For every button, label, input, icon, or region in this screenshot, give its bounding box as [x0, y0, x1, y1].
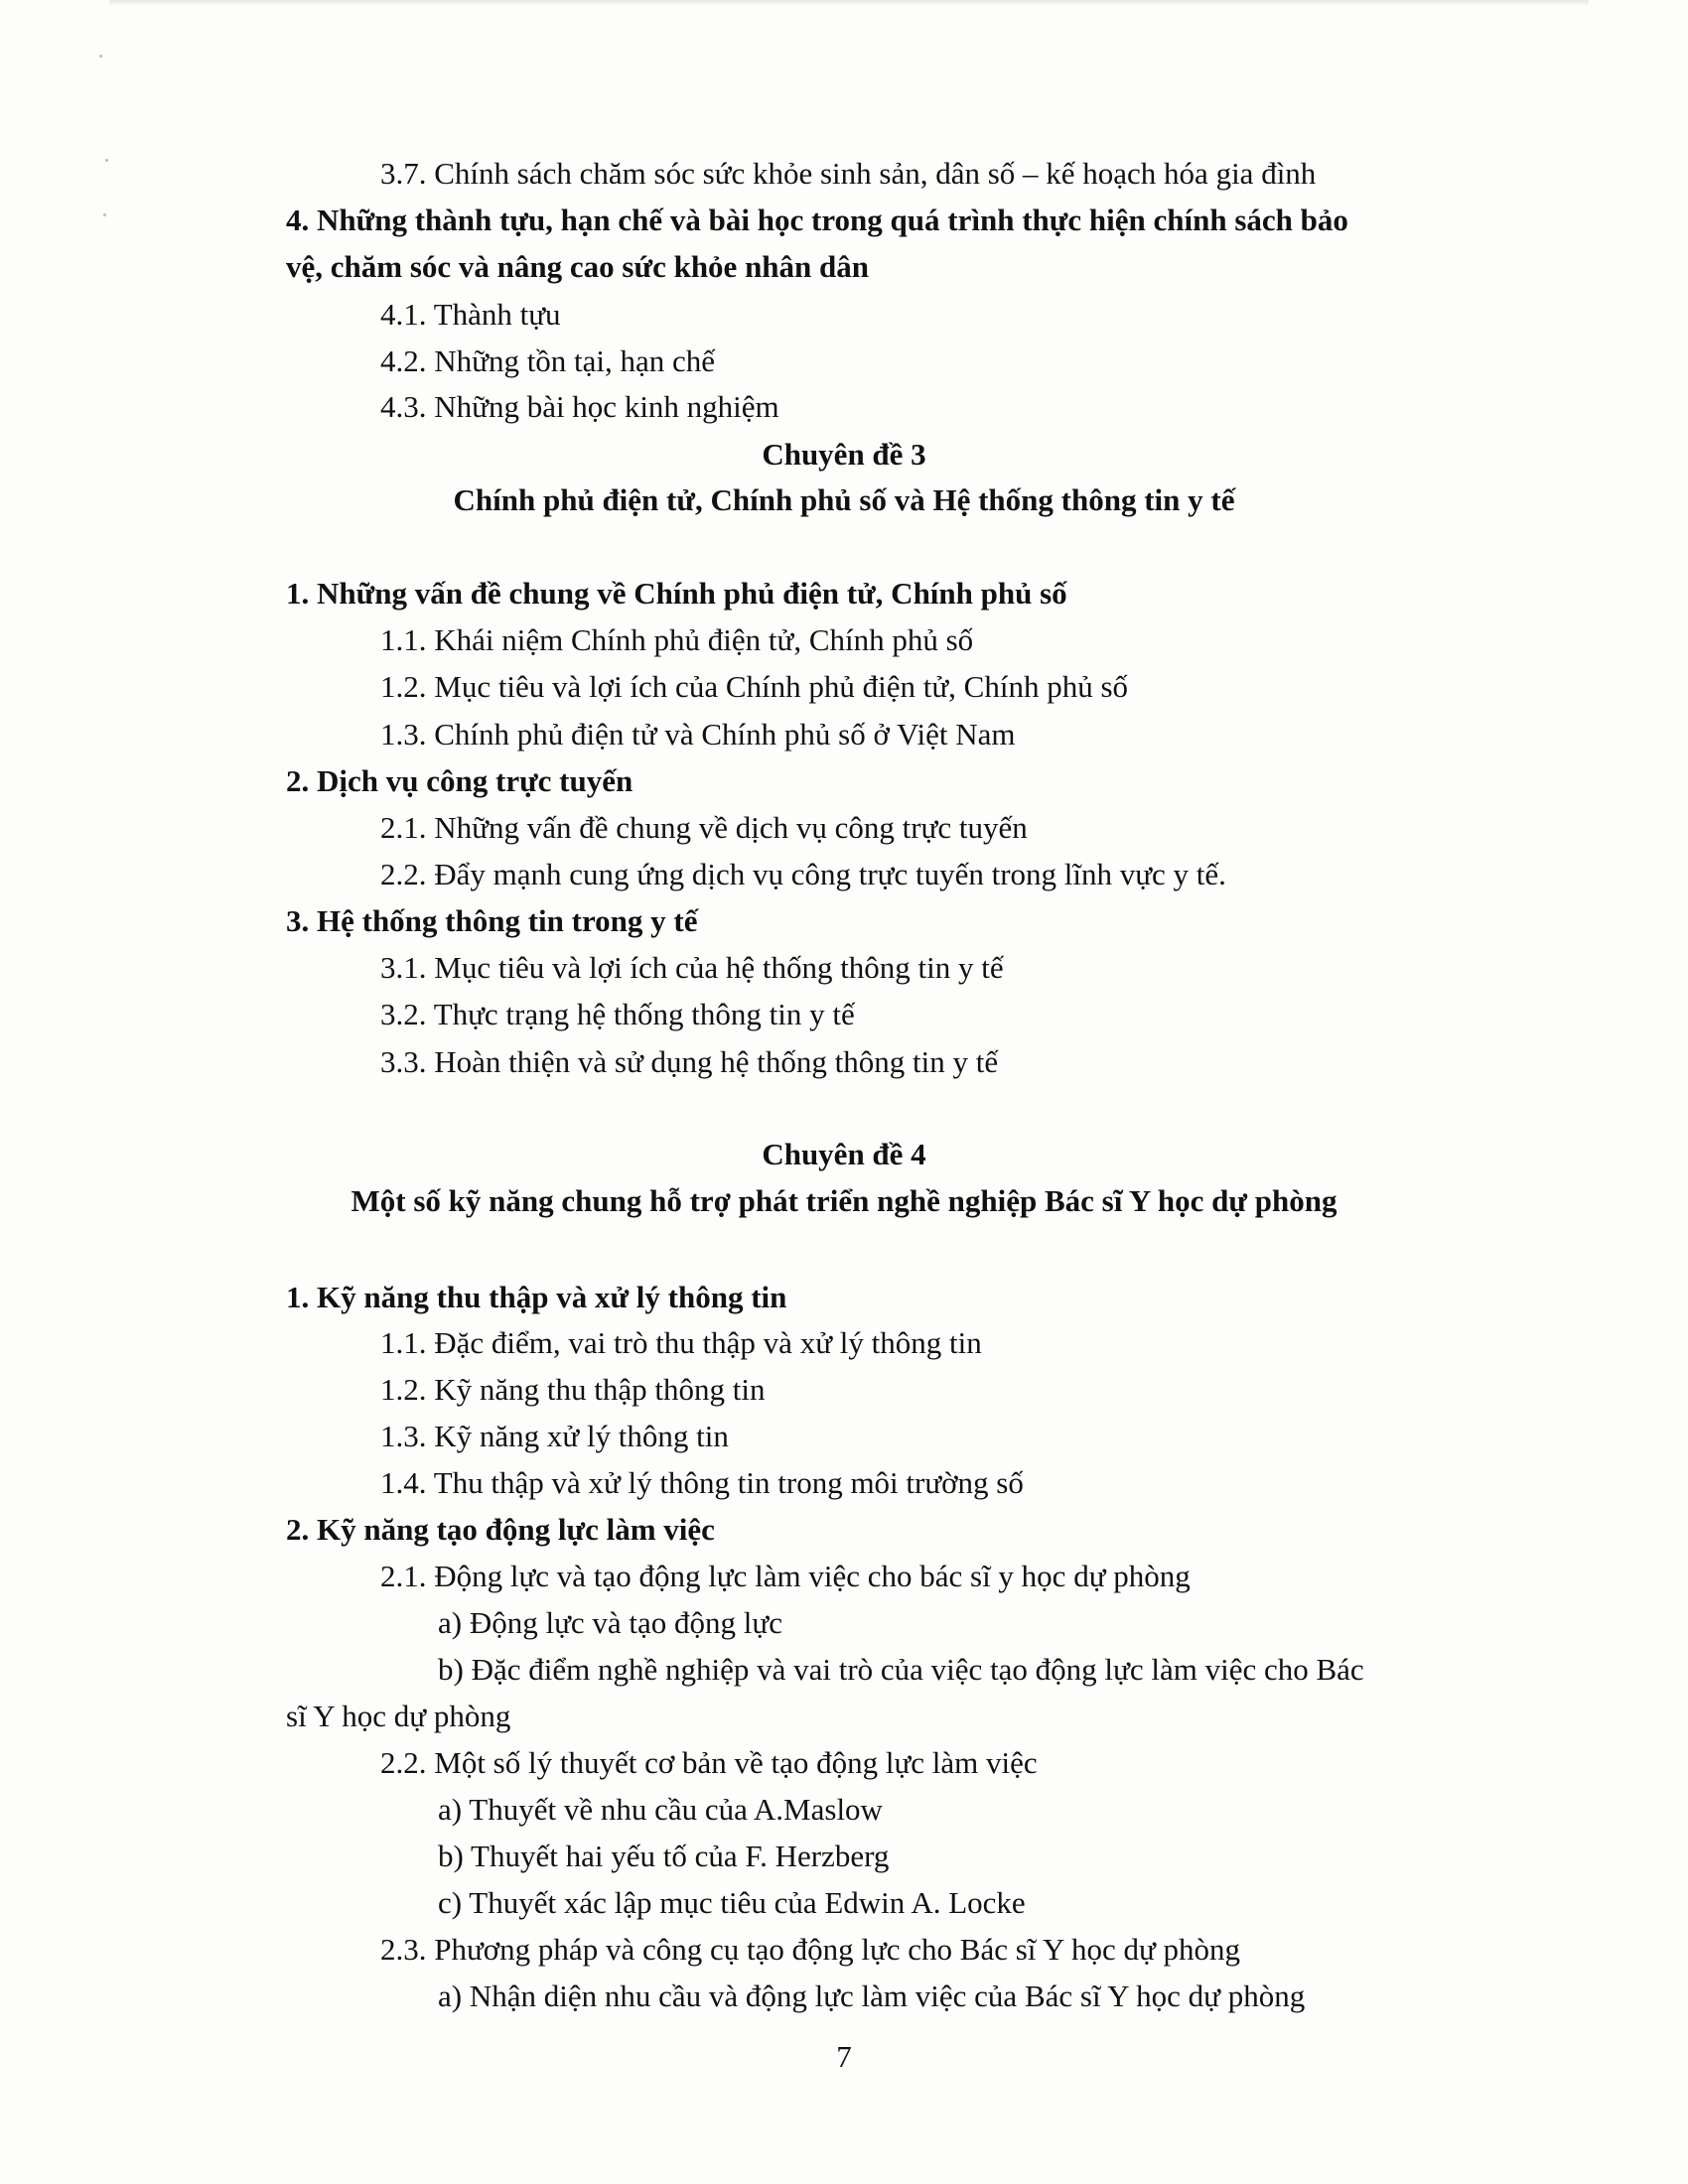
item-4-1: 4.1. Thành tựu — [380, 297, 561, 332]
item-t3-1-2: 1.2. Mục tiêu và lợi ích của Chính phủ điện tử, Chính phủ số — [380, 669, 1129, 704]
item-t4-1-3: 1.3. Kỹ năng xử lý thông tin — [380, 1419, 729, 1453]
item-t4-2-2-a: a) Thuyết về nhu cầu của A.Maslow — [438, 1792, 883, 1827]
page-number: 7 — [836, 2039, 852, 2074]
topic-3-title: Chuyên đề 3 — [762, 437, 926, 472]
item-t4-2-2-b: b) Thuyết hai yếu tố của F. Herzberg — [438, 1839, 890, 1873]
item-t4-2-1-b: b) Đặc điểm nghề nghiệp và vai trò của việc tạo động lực làm việc cho Bác — [438, 1652, 1364, 1687]
heading-section-4: 4. Những thành tựu, hạn chế và bài học trong quá trình thực hiện chính sách bảo — [286, 203, 1348, 237]
topic-3-subtitle: Chính phủ điện tử, Chính phủ số và Hệ thống thông tin y tế — [453, 482, 1235, 517]
item-t4-1-4: 1.4. Thu thập và xử lý thông tin trong môi trường số — [380, 1465, 1024, 1500]
item-t4-2-1: 2.1. Động lực và tạo động lực làm việc cho bác sĩ y học dự phòng — [380, 1559, 1191, 1593]
item-t4-2-3-a: a) Nhận diện nhu cầu và động lực làm việc của Bác sĩ Y học dự phòng — [438, 1979, 1306, 2013]
item-t3-3-3: 3.3. Hoàn thiện và sử dụng hệ thống thông tin y tế — [380, 1044, 999, 1079]
item-4-2: 4.2. Những tồn tại, hạn chế — [380, 343, 716, 378]
heading-section-4-cont: vệ, chăm sóc và nâng cao sức khỏe nhân dân — [286, 249, 870, 284]
item-t3-2-1: 2.1. Những vấn đề chung về dịch vụ công trực tuyến — [380, 810, 1028, 845]
item-t4-1-2: 1.2. Kỹ năng thu thập thông tin — [380, 1372, 766, 1407]
topic-4-title: Chuyên đề 4 — [762, 1137, 926, 1171]
item-t3-1-1: 1.1. Khái niệm Chính phủ điện tử, Chính phủ số — [380, 622, 974, 657]
heading-t3-section-1: 1. Những vấn đề chung về Chính phủ điện tử, Chính phủ số — [286, 576, 1067, 611]
item-3-7: 3.7. Chính sách chăm sóc sức khỏe sinh sản, dân số – kế hoạch hóa gia đình — [380, 156, 1317, 191]
item-t3-3-1: 3.1. Mục tiêu và lợi ích của hệ thống thông tin y tế — [380, 950, 1004, 985]
item-t4-2-1-b-cont: sĩ Y học dự phòng — [286, 1699, 511, 1733]
item-t4-2-3: 2.3. Phương pháp và công cụ tạo động lực cho Bác sĩ Y học dự phòng — [380, 1932, 1241, 1967]
item-t3-2-2: 2.2. Đẩy mạnh cung ứng dịch vụ công trực tuyến trong lĩnh vực y tế. — [380, 857, 1226, 891]
item-t3-3-2: 3.2. Thực trạng hệ thống thông tin y tế — [380, 997, 855, 1031]
item-t3-1-3: 1.3. Chính phủ điện tử và Chính phủ số ở Việt Nam — [380, 717, 1016, 751]
heading-t3-section-2: 2. Dịch vụ công trực tuyến — [286, 763, 633, 798]
item-t4-2-2: 2.2. Một số lý thuyết cơ bản về tạo động lực làm việc — [380, 1745, 1038, 1780]
item-t4-2-1-a: a) Động lực và tạo động lực — [438, 1605, 782, 1640]
heading-t4-section-1: 1. Kỹ năng thu thập và xử lý thông tin — [286, 1280, 787, 1314]
item-4-3: 4.3. Những bài học kinh nghiệm — [380, 389, 779, 424]
item-t4-1-1: 1.1. Đặc điểm, vai trò thu thập và xử lý thông tin — [380, 1325, 982, 1360]
item-t4-2-2-c: c) Thuyết xác lập mục tiêu của Edwin A. Locke — [438, 1885, 1026, 1920]
heading-t4-section-2: 2. Kỹ năng tạo động lực làm việc — [286, 1512, 715, 1547]
topic-4-subtitle: Một số kỹ năng chung hỗ trợ phát triển nghề nghiệp Bác sĩ Y học dự phòng — [351, 1183, 1337, 1218]
heading-t3-section-3: 3. Hệ thống thông tin trong y tế — [286, 903, 698, 938]
